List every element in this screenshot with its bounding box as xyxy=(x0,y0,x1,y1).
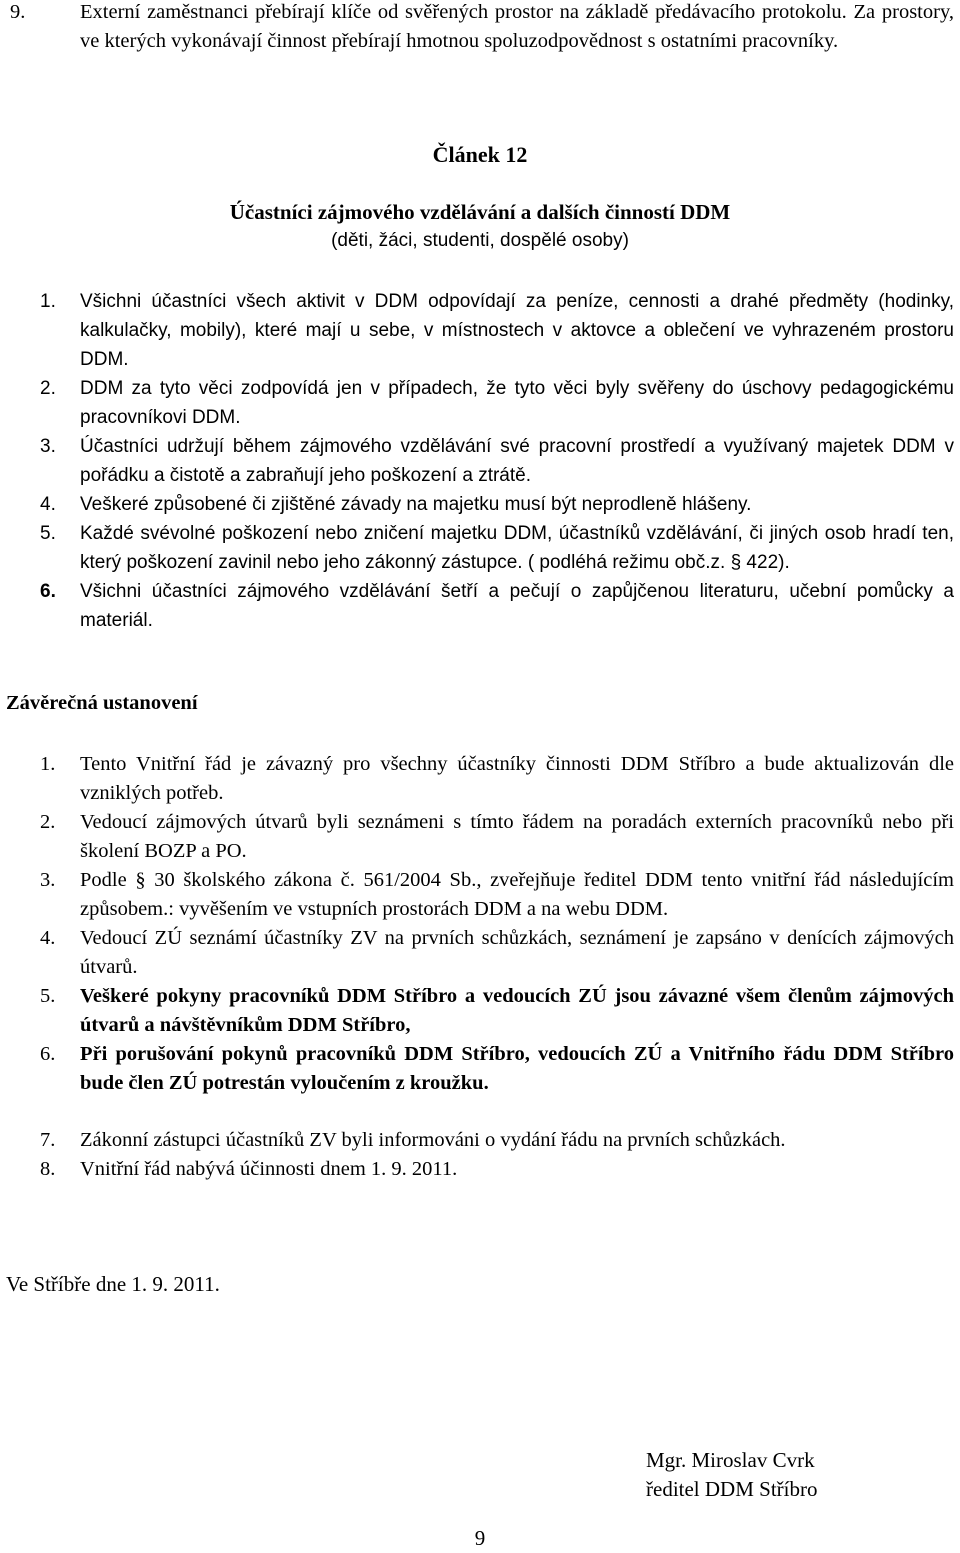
list-item-number: 7. xyxy=(40,1129,56,1151)
list-item-number: 1. xyxy=(40,753,56,775)
list-item-number: 6. xyxy=(40,581,56,602)
list-item xyxy=(10,924,954,982)
list-item-number: 4. xyxy=(40,494,56,515)
list-item-text: DDM za tyto věci zodpovídá jen v případech, že tyto věci byly svěřeny do úschovy pedagogickému pracovníkovi DDM. xyxy=(80,378,954,428)
list-item-number: 9. xyxy=(10,1,26,23)
list-item xyxy=(10,866,954,924)
list-item-text: Zákonní zástupci účastníků ZV byli informováni o vydání řádu na prvních schůzkách. xyxy=(80,1129,786,1151)
signature-role: ředitel DDM Stříbro xyxy=(646,1477,818,1501)
list-item-text: Všichni účastníci všech aktivit v DDM odpovídají za peníze, cennosti a drahé předměty (hodinky, kalkulačky, mobily), které mají u sebe, v místnostech v aktovce a oblečení ve vyhrazeném prostoru DDM. xyxy=(80,291,954,370)
list-item-number: 2. xyxy=(40,378,56,399)
article-heading: Článek 12 xyxy=(432,142,528,167)
list-item xyxy=(10,490,954,519)
list-item xyxy=(10,287,954,374)
article-list xyxy=(10,287,954,635)
list-item-number: 6. xyxy=(40,1043,56,1065)
list-item-text: Tento Vnitřní řád je závazný pro všechny účastníky činnosti DDM Stříbro a bude aktualizován dle vzniklých potřeb. xyxy=(80,753,954,804)
page-number: 9 xyxy=(474,1526,486,1550)
list-item xyxy=(10,1155,954,1184)
intro-list xyxy=(10,0,954,56)
list-item xyxy=(10,374,954,432)
list-item-text: Každé svévolné poškození nebo zničení majetku DDM, účastníků vzdělávání, či jiných osob hradí ten, který poškození zavinil nebo jeho zákonný zástupce. ( podléhá režimu obč.z. § 422). xyxy=(80,523,954,573)
list-item-text: Vnitřní řád nabývá účinnosti dnem 1. 9. 2011. xyxy=(80,1158,458,1180)
list-item-text: Veškeré pokyny pracovníků DDM Stříbro a vedoucích ZÚ jsou závazné všem členům zájmových útvarů a návštěvníkům DDM Stříbro, xyxy=(80,985,954,1036)
list-item-text: Veškeré způsobené či zjištěné závady na majetku musí být neprodleně hlášeny. xyxy=(80,494,752,515)
list-item-text: Všichni účastníci zájmového vzdělávání šetří a pečují o zapůjčenou literaturu, učební pomůcky a materiál. xyxy=(80,581,954,631)
article-title: Účastníci zájmového vzdělávání a dalších činností DDM xyxy=(229,200,731,224)
list-item-text: Vedoucí zájmových útvarů byli seznámeni s tímto řádem na poradách externích pracovníků nebo při školení BOZP a PO. xyxy=(80,811,954,862)
final-provisions-heading: Závěrečná ustanovení xyxy=(6,692,198,714)
final-provisions-list xyxy=(10,750,954,1184)
list-item-number: 3. xyxy=(40,869,56,891)
place-and-date: Ve Stříbře dne 1. 9. 2011. xyxy=(6,1272,220,1296)
article-subtitle: (děti, žáci, studenti, dospělé osoby) xyxy=(331,230,629,251)
list-item-number: 3. xyxy=(40,436,56,457)
list-item xyxy=(10,808,954,866)
list-item-number: 2. xyxy=(40,811,56,833)
list-item-text: Při porušování pokynů pracovníků DDM Stříbro, vedoucích ZÚ a Vnitřního řádu DDM Stříbro bude člen ZÚ potrestán vyloučením z kroužku. xyxy=(80,1043,954,1094)
list-item-number: 5. xyxy=(40,985,56,1007)
list-item-number: 5. xyxy=(40,523,56,544)
list-item-number: 4. xyxy=(40,927,56,949)
list-item-number: 8. xyxy=(40,1158,56,1180)
signature-name: Mgr. Miroslav Cvrk xyxy=(646,1448,815,1472)
list-item-text: Podle § 30 školského zákona č. 561/2004 Sb., zveřejňuje ředitel DDM tento vnitřní řád následujícím způsobem.: vyvěšením ve vstupních prostorách DDM a na webu DDM. xyxy=(80,869,954,920)
signature-block xyxy=(646,1446,817,1504)
list-item xyxy=(10,750,954,808)
list-item-text: Externí zaměstnanci přebírají klíče od svěřených prostor na základě předávacího protokolu. Za prostory, ve kterých vykonávají činnost přebírají hmotnou spoluzodpovědnost s ostatními pracovníky. xyxy=(80,1,954,52)
list-item xyxy=(10,577,954,635)
list-item xyxy=(10,1126,954,1155)
list-item xyxy=(10,519,954,577)
list-item-text: Vedoucí ZÚ seznámí účastníky ZV na prvních schůzkách, seznámení je zapsáno v denících zájmových útvarů. xyxy=(80,927,954,978)
list-item-text: Účastníci udržují během zájmového vzdělávání své pracovní prostředí a využívaný majetek DDM v pořádku a čistotě a zabraňují jeho poškození a ztrátě. xyxy=(80,436,954,486)
list-item-number: 1. xyxy=(40,291,56,312)
list-item xyxy=(10,1040,954,1098)
list-item xyxy=(10,982,954,1040)
list-item xyxy=(10,432,954,490)
list-item xyxy=(10,0,954,56)
